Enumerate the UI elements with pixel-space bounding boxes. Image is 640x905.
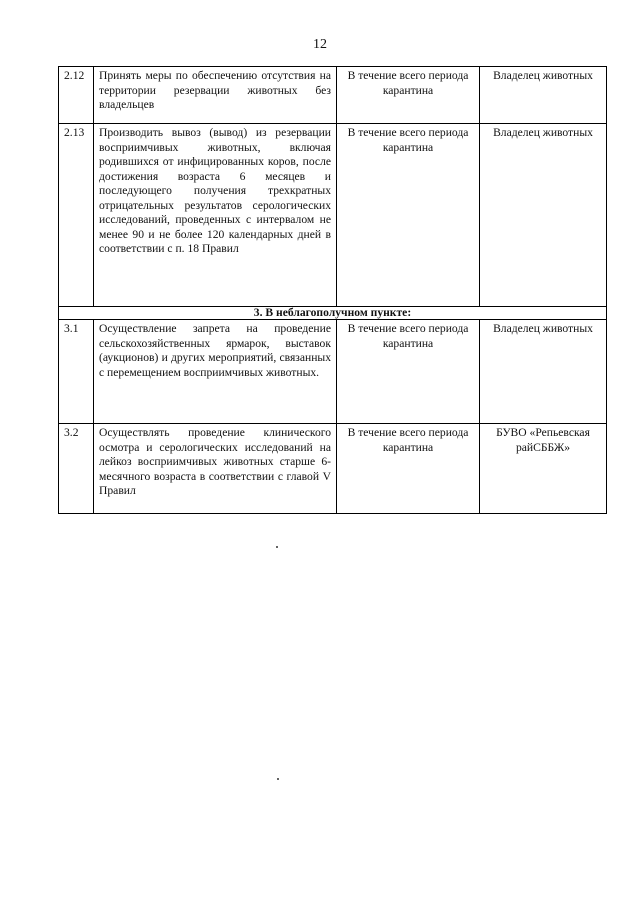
table-row (59, 424, 607, 514)
table-row (59, 124, 607, 307)
row-number: 2.13 (59, 124, 94, 307)
period-text: В течение всего периода карантина (337, 320, 480, 424)
page-number: 12 (313, 37, 327, 52)
section-title: 3. В неблагополучном пункте: (59, 307, 607, 320)
row-number: 3.1 (59, 320, 94, 424)
table-row (59, 67, 607, 124)
scan-dot (277, 778, 279, 780)
period-text: В течение всего периода карантина (337, 424, 480, 514)
responsible-text: Владелец животных (480, 320, 607, 424)
row-number: 3.2 (59, 424, 94, 514)
table-row (59, 320, 607, 424)
scan-dot (276, 546, 278, 548)
measures-table (58, 66, 607, 514)
row-number: 2.12 (59, 67, 94, 124)
measure-text: Производить вывоз (вывод) из резервации восприимчивых животных, включая родившихся от инфицированных коров, после достижения возраста 6 месяцев и последующего получения трехкратных отрицательных результатов серологических исследований, проведенных с интервалом не менее 90 и не более 120 календарных дней в соответствии с п. 18 Правил (94, 124, 337, 307)
period-text: В течение всего периода карантина (337, 67, 480, 124)
period-text: В течение всего периода карантина (337, 124, 480, 307)
responsible-text: БУВО «Репьевская райСББЖ» (480, 424, 607, 514)
responsible-text: Владелец животных (480, 67, 607, 124)
measure-text: Принять меры по обеспечению отсутствия на территории резервации животных без владельцев (94, 67, 337, 124)
measure-text: Осуществление запрета на проведение сельскохозяйственных ярмарок, выставок (аукционов) и других мероприятий, связанных с перемещением восприимчивых животных. (94, 320, 337, 424)
section-header-row (59, 307, 607, 320)
measure-text: Осуществлять проведение клинического осмотра и серологических исследований на лейкоз восприимчивых животных старше 6-месячного возраста в соответствии с главой V Правил (94, 424, 337, 514)
responsible-text: Владелец животных (480, 124, 607, 307)
